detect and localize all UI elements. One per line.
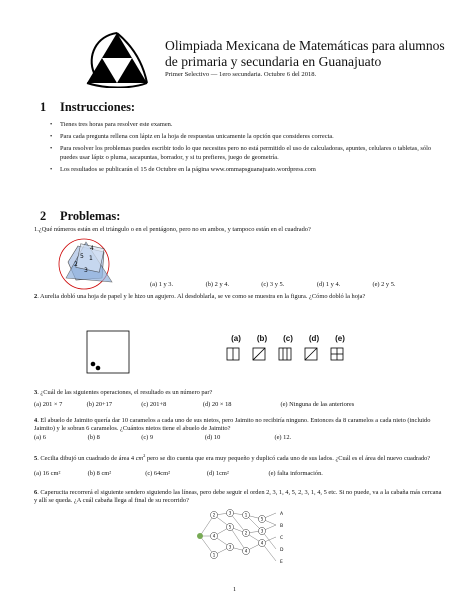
cabin-label: D — [280, 548, 284, 553]
option-b[interactable]: (b) 8 — [87, 434, 100, 441]
instructions-list — [48, 121, 442, 178]
problem-3-options — [34, 401, 410, 409]
problem-6-text: 6. Caperucita recorrerá el siguiente sendero siguiendo las líneas, pero debe seguir el orden 2, 3, 1, 4, 5, 2, 3, 1, 4, 5 etc. Si no puede, va a la cabaña más cercana y allí se queda. ¿A cuál cabaña llega al final de su recorrido? — [34, 489, 442, 505]
path-number: 2 — [244, 530, 248, 536]
path-number: 5 — [228, 524, 232, 530]
figure-number: 4 — [90, 245, 94, 252]
page-subtitle: Primer Selectivo — 1ero secundaria. Octubre 6 del 2018. — [165, 71, 317, 78]
cabin-label: E — [280, 560, 283, 565]
cabin-label: A — [280, 512, 284, 517]
problem-2-text: 2. Aurelia dobló una hoja de papel y le hizo un agujero. Al desdoblarla, se ve como se muestra en la figura. ¿Cómo dobló la hoja? — [34, 293, 366, 300]
figure-number: 2 — [74, 261, 78, 268]
unfolded-paper-figure — [86, 330, 130, 374]
problem-3-text: 3. ¿Cuál de las siguientes operaciones, el resultado es un número par? — [34, 389, 213, 396]
shapes-figure — [56, 236, 118, 290]
path-number: 3 — [228, 510, 232, 516]
path-number: 1 — [244, 512, 248, 518]
path-graph-figure — [196, 505, 296, 567]
page-title-line2: de primaria y secundaria en Guanajuato — [165, 54, 382, 69]
path-number: 3 — [228, 544, 232, 550]
option-e[interactable]: (e) 12. — [274, 434, 292, 441]
list-item: • Para resolver los problemas puedes escribir todo lo que necesites pero no está permitido el uso de calculadoras, apuntes, celulares o tabletas, sólo puedes usar lápiz o pluma, sacapuntas, borrador, y si tu prefieres, juego de geometría. — [48, 145, 442, 161]
path-number: 1 — [212, 552, 216, 558]
option-e[interactable]: (e) 2 y 5. — [372, 281, 396, 288]
path-number: 2 — [212, 512, 216, 518]
section-heading-problems: Problemas: — [60, 209, 121, 223]
option-e[interactable]: (e) Ninguna de las anteriores — [280, 401, 355, 408]
list-item: • Para cada pregunta rellena con lápiz en la hoja de respuestas unicamente la opción que consideres correcta. — [48, 133, 442, 141]
fold-option-label-a: (a) — [231, 334, 241, 343]
fold-option-label-e: (e) — [335, 334, 345, 343]
section-number: 2 — [40, 209, 47, 223]
page-title: Olimpiada Mexicana de Matemáticas para alumnos — [165, 38, 445, 53]
option-c[interactable]: (c) 9 — [141, 434, 154, 441]
option-b[interactable]: (b) 2 y 4. — [205, 281, 230, 288]
option-d[interactable]: (d) 20 × 18 — [202, 401, 232, 408]
page-number: 1 — [233, 586, 237, 593]
option-e[interactable]: (e) falta información. — [268, 470, 323, 477]
option-c[interactable]: (c) 3 y 5. — [261, 281, 285, 288]
olympiad-logo — [84, 28, 150, 88]
path-number: 5 — [260, 516, 264, 522]
option-a[interactable]: (a) 1 y 3. — [150, 281, 174, 288]
cabin-label: B — [280, 524, 284, 529]
option-b[interactable]: (b) 20+17 — [86, 401, 113, 408]
option-b[interactable]: (b) 8 cm² — [87, 470, 112, 477]
problem-1-options — [150, 281, 412, 289]
path-number: 3 — [260, 528, 264, 534]
problem-1-text: 1.¿Qué números están en el triángulo o en el pentágono, pero no en ambos, y tampoco están en el cuadrado? — [34, 226, 311, 233]
option-c[interactable]: (c) 64cm² — [145, 470, 171, 477]
figure-number: 1 — [89, 255, 93, 262]
section-heading-instructions: Instrucciones: — [60, 100, 136, 114]
problem-5-options — [34, 470, 368, 478]
figure-number: 5 — [80, 253, 84, 260]
list-item: • Tienes tres horas para resolver este examen. — [48, 121, 442, 129]
problem-5-text: 5. Cecilia dibujó un cuadrado de área 4 $cm^2$ pero se dio cuenta que era muy pequeño y duplicó cada uno de sus lados. ¿Cuál es el área del nuevo cuadrado? — [34, 453, 431, 463]
cabin-label: C — [280, 536, 284, 541]
list-item: • Los resultados se publicarán el 15 de Octubre en la página www.ommapsguanajuato.wordpress.com — [48, 166, 442, 174]
option-a[interactable]: (a) 16 cm² — [34, 470, 61, 477]
start-figure — [197, 533, 203, 539]
option-a[interactable]: (a) 6 — [34, 434, 46, 441]
fold-option-label-b: (b) — [256, 334, 268, 343]
fold-option-label-d: (d) — [308, 334, 320, 343]
problem-4-options — [34, 434, 334, 442]
section-number: 1 — [40, 100, 47, 114]
figure-number: 3 — [84, 267, 88, 274]
option-d[interactable]: (d) 10 — [204, 434, 221, 441]
path-number: 4 — [212, 533, 216, 539]
option-d[interactable]: (d) 1cm² — [206, 470, 229, 477]
path-number: 4 — [260, 540, 264, 546]
option-a[interactable]: (a) 201 × 7 — [34, 401, 63, 408]
problem-4-text: 4. El abuelo de Jaimito quería dar 10 caramelos a cada uno de sus nietos, pero Jaimito no recibiría ninguno. Entonces da 8 caramelos a cada nieto (incluido Jaimito) y le sobran 6 caramelos. ¿Cuántos nietos tiene el abuelo de Jaimito? — [34, 417, 431, 433]
option-c[interactable]: (c) 201+8 — [141, 401, 167, 408]
path-number: 4 — [244, 548, 248, 554]
option-d[interactable]: (d) 1 y 4. — [316, 281, 341, 288]
fold-option-label-c: (c) — [283, 334, 293, 343]
fold-options-figure — [226, 347, 356, 361]
